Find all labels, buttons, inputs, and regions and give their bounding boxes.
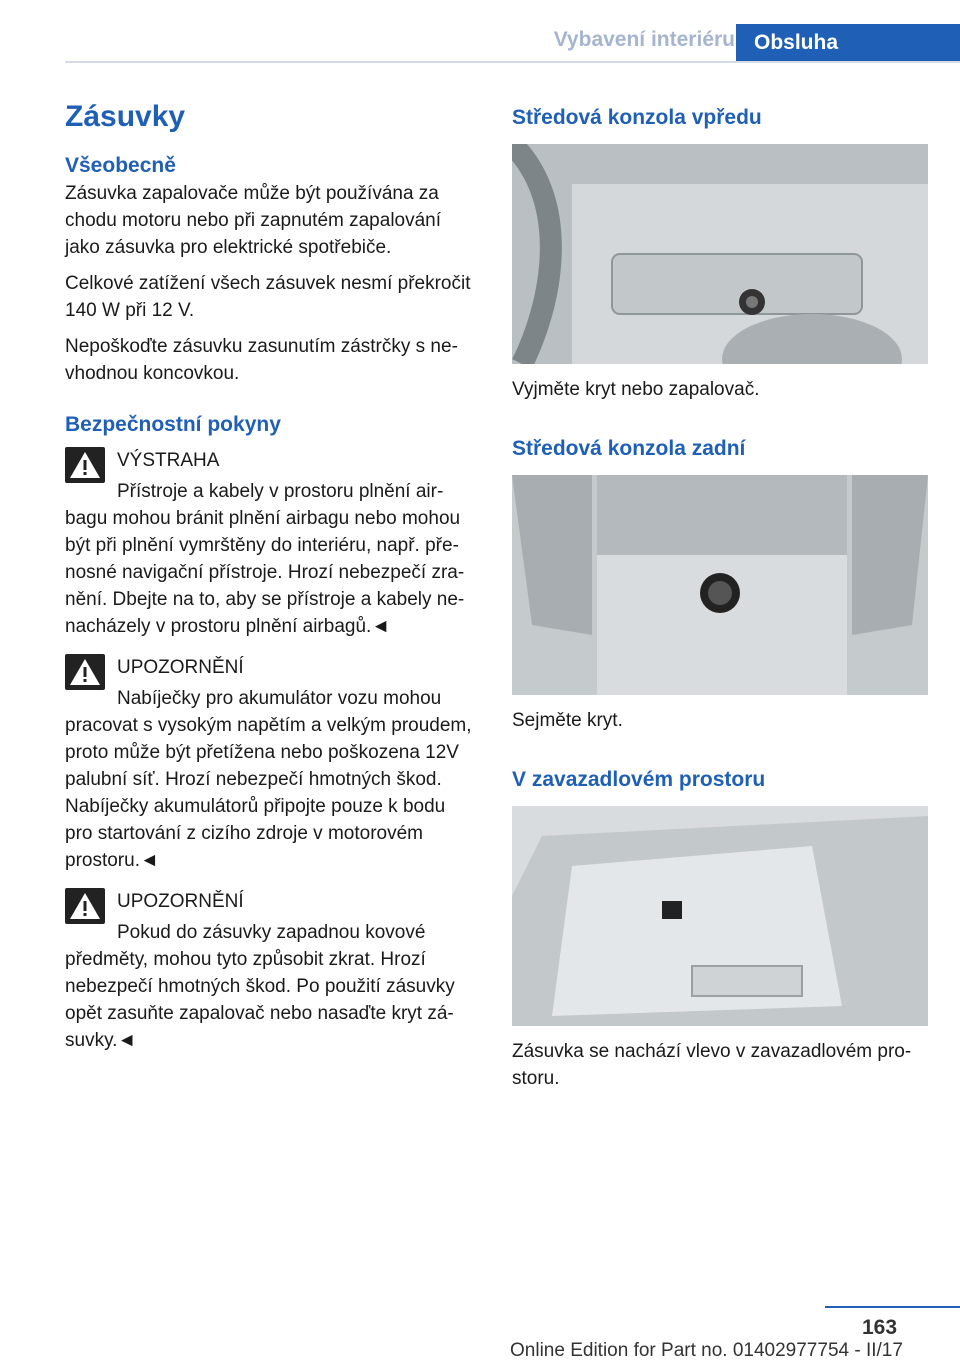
warning-block-1 — [65, 447, 477, 640]
warning-triangle-icon — [65, 447, 105, 483]
edition-note: Online Edition for Part no. 01402977754 - II/17 — [510, 1340, 903, 1361]
warning-block-2 — [65, 654, 477, 874]
right-column — [512, 100, 928, 1092]
warning-triangle-icon — [65, 654, 105, 690]
rear-console-heading: Středová konzola zadní — [512, 437, 746, 460]
front-console-photo — [512, 144, 928, 364]
warning-text-2: Nabíječky pro akumulátor vozu mohou pracovat s vysokým napětím a velkým proudem, proto může být přetížena nebo poškozena 12V palubní síť. Hrozí nebezpečí hmotných škod. Nabíječky akumulátorů připojte pouze k bodu pro startování z cizího zdroje v motorovém prostoru.◄ — [65, 688, 472, 871]
general-heading: Všeobecně — [65, 154, 176, 177]
front-console-caption: Vyjměte kryt nebo zapalovač. — [512, 379, 760, 400]
page-title: Zásuvky — [65, 100, 186, 133]
general-paragraph-2: Celkové zatížení všech zásuvek nesmí překročit 140 W při 12 V. — [65, 273, 471, 321]
trunk-photo — [512, 806, 928, 1026]
page-number: 163 — [862, 1316, 898, 1339]
header-chapter-tab: Obsluha — [736, 24, 960, 62]
left-column — [65, 100, 477, 1054]
warning-title-3: UPOZORNĚNÍ — [117, 891, 244, 912]
warning-triangle-icon — [65, 888, 105, 924]
footer-divider — [825, 1306, 960, 1308]
warning-title-1: VÝSTRAHA — [117, 450, 220, 471]
warning-block-3 — [65, 888, 477, 1054]
front-console-heading: Středová konzola vpředu — [512, 106, 762, 129]
warning-title-2: UPOZORNĚNÍ — [117, 657, 244, 678]
header-section-title: Vybavení interiéru — [553, 28, 735, 51]
header-divider — [65, 61, 960, 63]
trunk-caption: Zásuvka se nachází vlevo v zavazadlovém prostoru. — [512, 1041, 912, 1089]
general-paragraph-1: Zásuvka zapalovače může být používána za chodu motoru nebo při zapnutém zapalování jako zásuvka pro elektrické spotřebiče. — [65, 183, 442, 258]
safety-heading: Bezpečnostní pokyny — [65, 413, 281, 436]
warning-text-1: Přístroje a kabely v prostoru plnění airbagu mohou bránit plnění airbagu nebo mohou být při plnění vymrštěny do interiéru, např. přenosné navigační přístroje. Hrozí nebezpečí zranění. Dbejte na to, aby se přístroje a kabely nenacházely v prostoru plnění airbagů.◄ — [65, 481, 465, 637]
warning-text-3: Pokud do zásuvky zapadnou kovové předměty, mohou tyto způsobit zkrat. Hrozí nebezpečí hmotných škod. Po použití zásuvky opět zasuňte zapalovač nebo nasaďte kryt zásuvky.◄ — [65, 922, 455, 1051]
general-paragraph-3: Nepoškoďte zásuvku zasunutím zástrčky s nevhodnou koncovkou. — [65, 336, 458, 384]
rear-console-caption: Sejměte kryt. — [512, 710, 623, 731]
trunk-heading: V zavazadlovém prostoru — [512, 768, 766, 791]
page-header — [0, 0, 960, 62]
rear-console-photo — [512, 475, 928, 695]
